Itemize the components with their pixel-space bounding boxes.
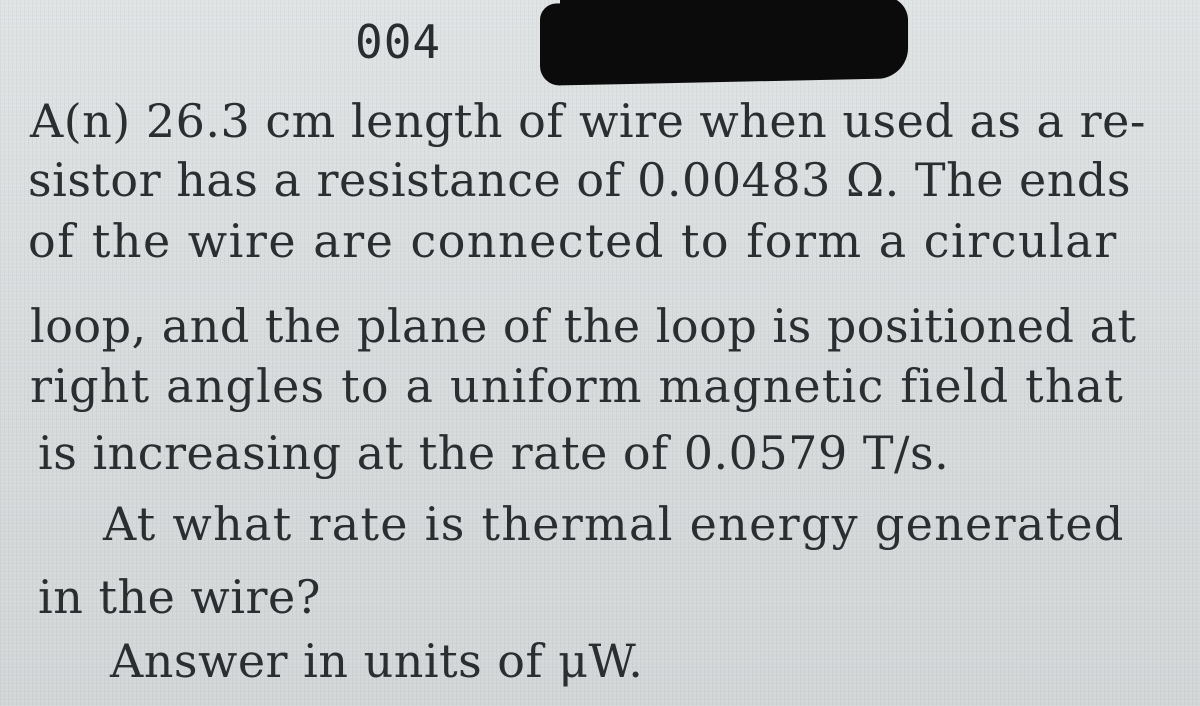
question-text-line: in the wire? [38, 570, 321, 624]
problem-text-line: of the wire are connected to form a circular [28, 214, 1118, 268]
problem-text-line: is increasing at the rate of 0.0579 T/s. [38, 426, 950, 480]
redaction-mark-top [560, 0, 830, 26]
problem-text-line: loop, and the plane of the loop is positioned at [30, 299, 1137, 353]
problem-text-line: sistor has a resistance of 0.00483 Ω. The ends [28, 153, 1131, 207]
question-text-line: At what rate is thermal energy generated [103, 497, 1125, 551]
problem-text-line: A(n) 26.3 cm length of wire when used as a re- [30, 94, 1146, 148]
problem-number: 004 [355, 15, 442, 69]
answer-units-instruction: Answer in units of μW. [110, 634, 644, 688]
problem-text-line: right angles to a uniform magnetic field that [30, 359, 1124, 413]
